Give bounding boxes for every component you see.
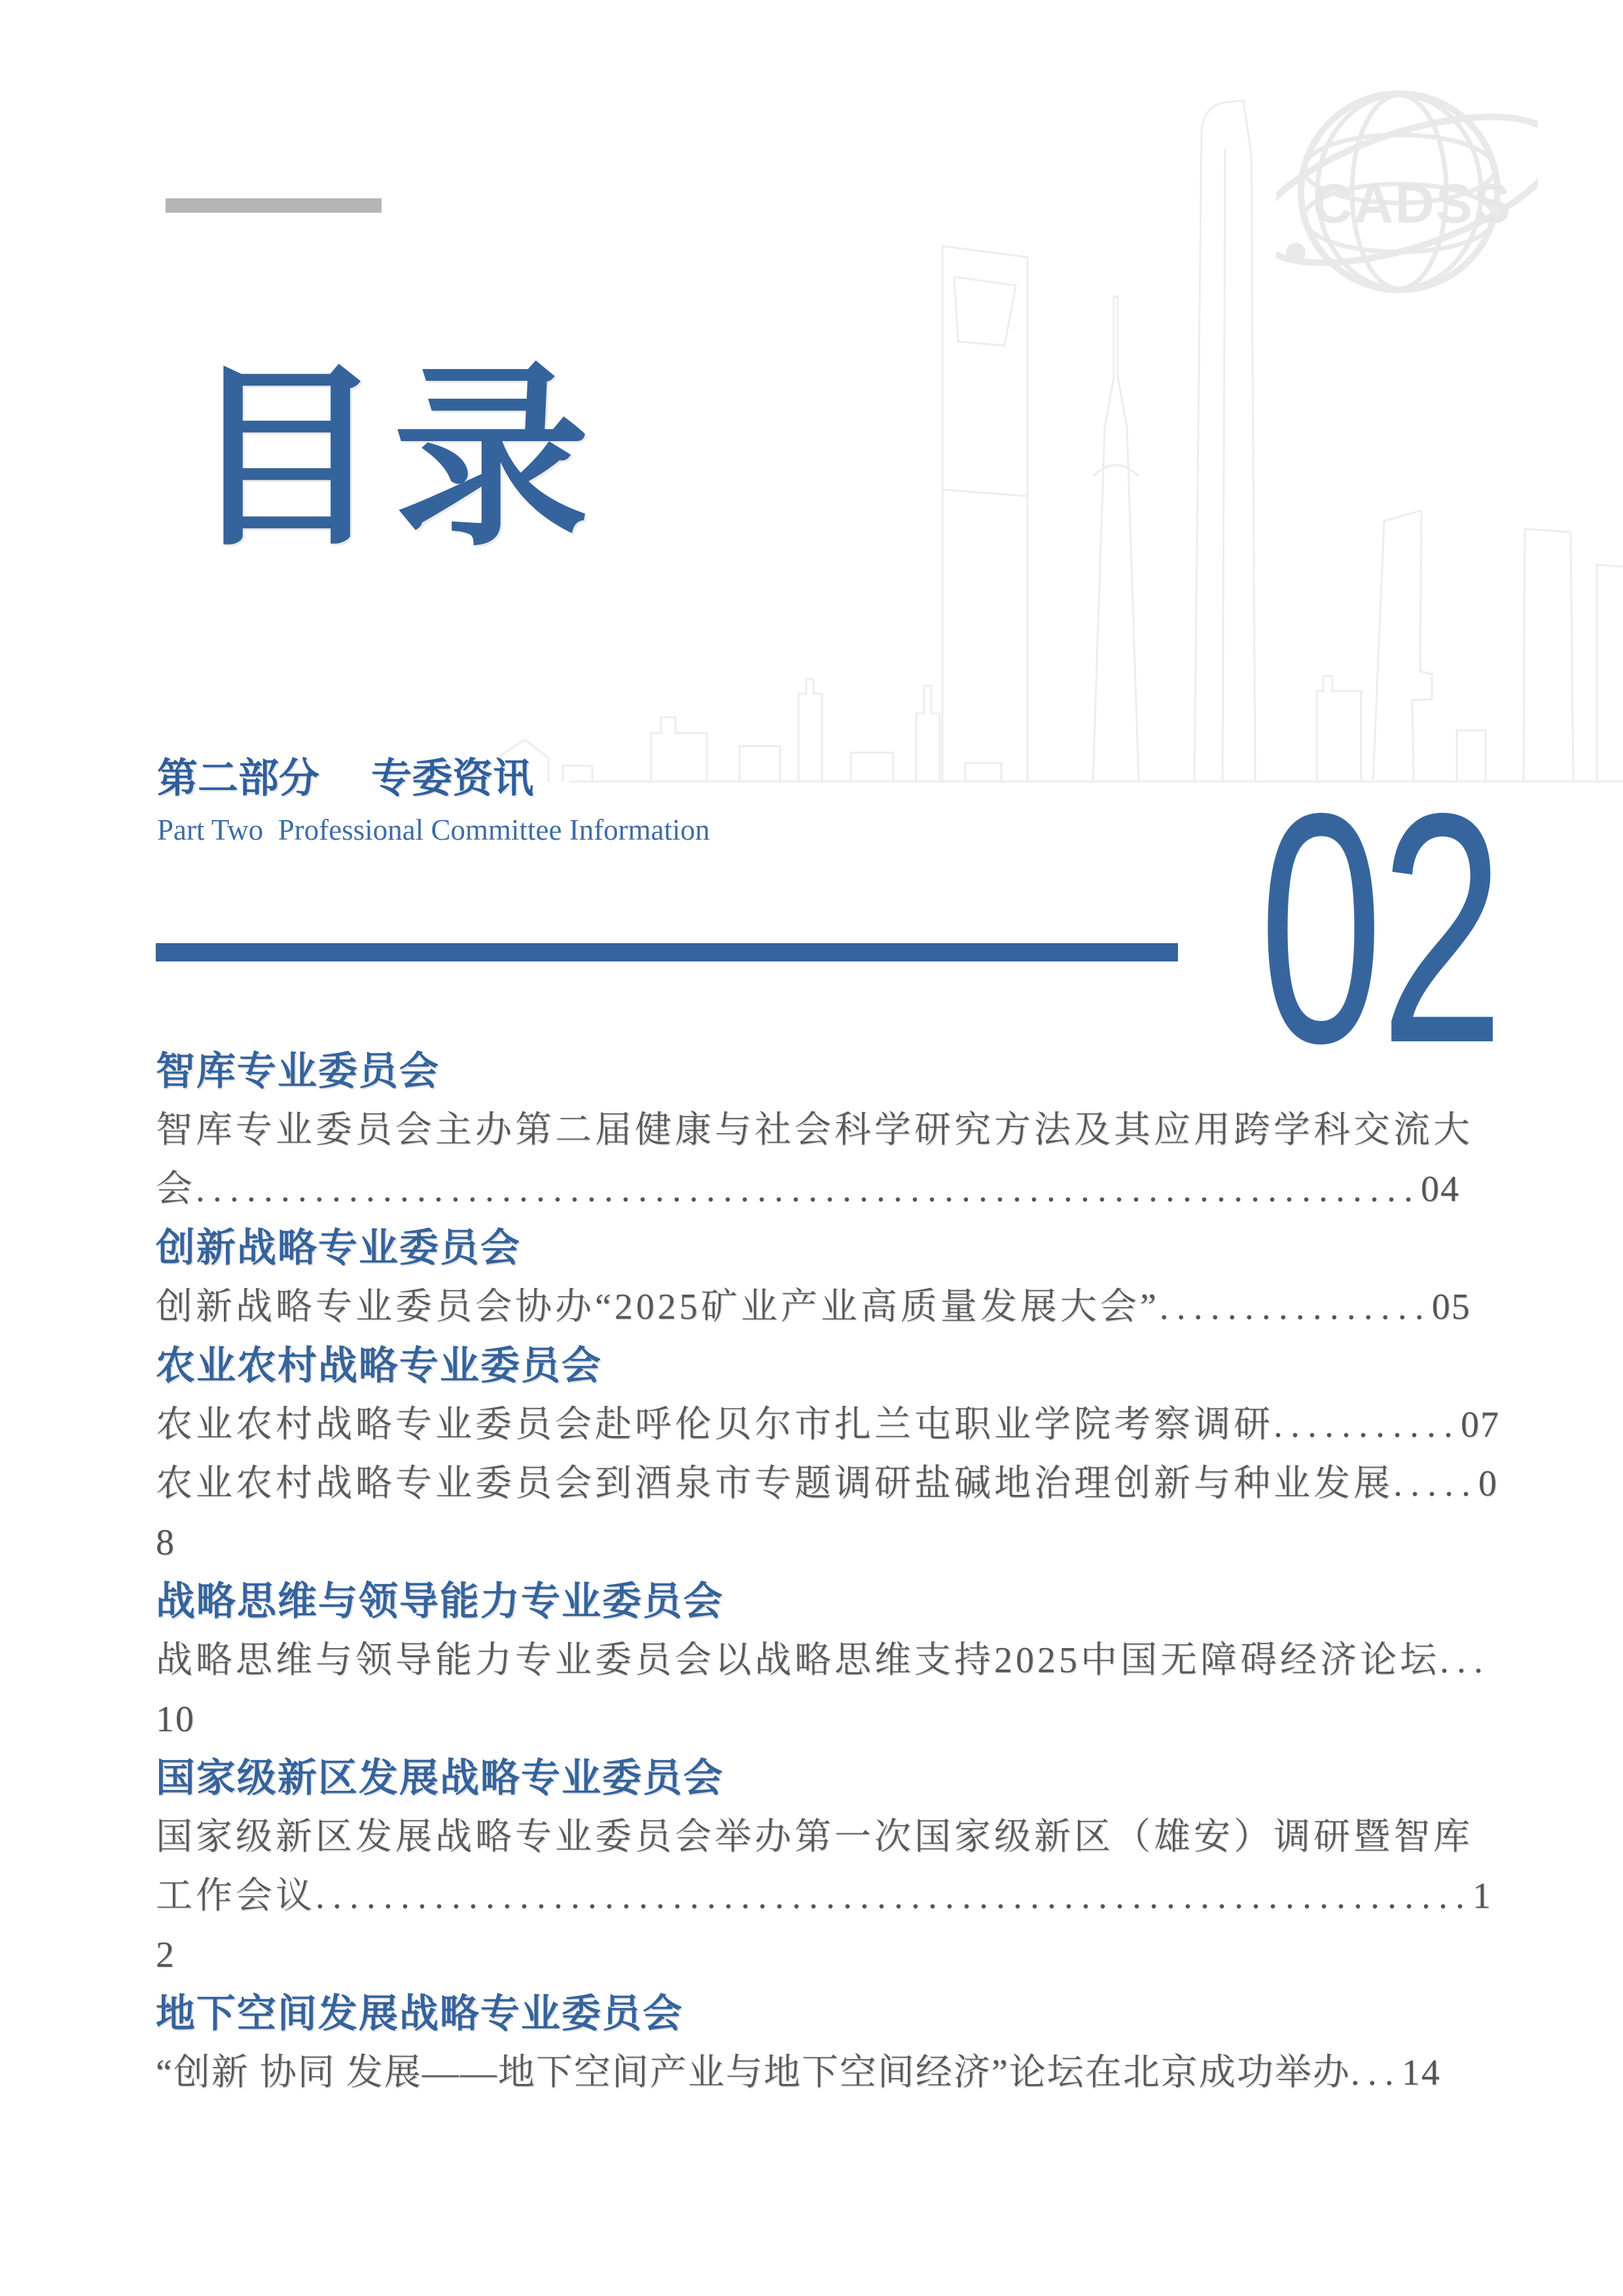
dot-leader: ..... <box>1393 1463 1478 1504</box>
page-number: 04 <box>1421 1169 1460 1210</box>
page-number: 05 <box>1431 1287 1471 1327</box>
cadss-logo <box>1276 84 1538 313</box>
toc-section-heading: 战略思维与领导能力专业委员会 <box>156 1579 724 1623</box>
section-divider-bar <box>156 943 1178 961</box>
toc-entry <box>156 1395 1505 1454</box>
toc-entry <box>156 1101 1505 1219</box>
dot-leader: ........................................................................ <box>196 1169 1421 1210</box>
toc-section-heading: 国家级新区发展战略专业委员会 <box>156 1756 724 1800</box>
dot-leader: ................ <box>1159 1287 1432 1327</box>
toc-entry <box>156 1631 1505 1749</box>
dot-leader: ... <box>1350 2053 1402 2093</box>
toc-entry <box>156 1808 1505 1984</box>
toc-entry-title: 战略思维与领导能力专业委员会以战略思维支持2025中国无障碍经济论坛 <box>156 1640 1440 1681</box>
section-title-cn: 第二部分 专委资讯 <box>157 756 534 801</box>
toc-entry <box>156 1454 1505 1572</box>
toc-section-heading: 农业农村战略专业委员会 <box>156 1344 602 1388</box>
toc-entry-title: 农业农村战略专业委员会到酒泉市专题调研盐碱地治理创新与种业发展 <box>156 1463 1393 1504</box>
toc-entry-title: “创新 协同 发展——地下空间产业与地下空间经济”论坛在北京成功举办 <box>156 2053 1351 2093</box>
dot-leader: ... <box>1440 1640 1491 1681</box>
dot-leader: .................................................................... <box>315 1876 1472 1916</box>
toc-entry-title: 国家级新区发展战略专业委员会举办第一次国家级新区（雄安）调研暨智库工作会议 <box>156 1817 1473 1916</box>
decorative-dash <box>166 198 382 213</box>
page-number: 08 <box>156 1463 1498 1563</box>
toc-section-heading: 创新战略专业委员会 <box>156 1226 521 1270</box>
toc-entry-title: 智库专业委员会主办第二届健康与社会科学研究方法及其应用跨学科交流大会 <box>156 1110 1473 1210</box>
toc-section-heading: 智库专业委员会 <box>156 1049 440 1093</box>
section-number: 02 <box>1259 745 1502 1111</box>
page-number: 07 <box>1461 1405 1500 1445</box>
toc-section-heading: 地下空间发展战略专业委员会 <box>156 1992 683 2036</box>
page-number: 12 <box>156 1876 1492 1975</box>
cadss-logo-text: CADSS <box>1313 173 1512 234</box>
table-of-contents <box>156 1042 1505 2102</box>
dot-leader: ........... <box>1274 1405 1461 1445</box>
page-number: 14 <box>1401 2053 1441 2093</box>
page-title: 目录 <box>188 348 599 568</box>
page-number: 10 <box>156 1699 195 1740</box>
toc-entry-title: 农业农村战略专业委员会赴呼伦贝尔市扎兰屯职业学院考察调研 <box>156 1405 1274 1445</box>
toc-entry-title: 创新战略专业委员会协办“2025矿业产业高质量发展大会” <box>156 1287 1160 1327</box>
toc-entry <box>156 2043 1505 2102</box>
section-title-en: Part Two Professional Committee Information <box>157 814 710 846</box>
toc-entry <box>156 1278 1505 1336</box>
